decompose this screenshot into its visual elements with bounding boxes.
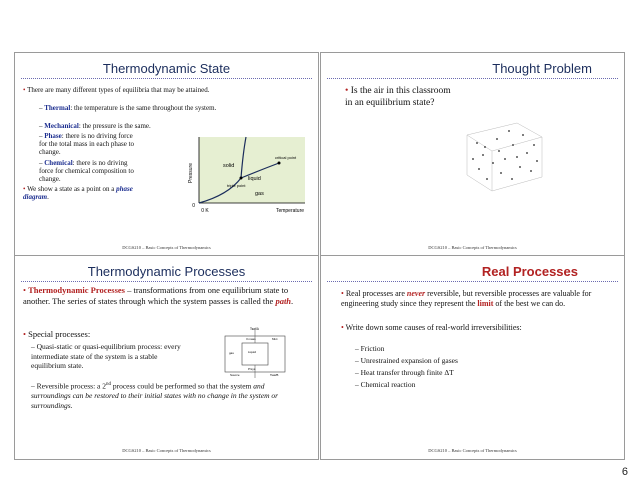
critical-point-marker	[278, 162, 281, 165]
list-item-friction: – Friction	[355, 344, 385, 353]
x-axis-label: Temperature	[275, 208, 305, 214]
slide-title: Real Processes	[481, 264, 578, 279]
origin-y-label: 0	[192, 203, 195, 209]
label-tsat-a: Tsat/A	[250, 327, 259, 331]
title-divider	[327, 78, 618, 79]
list-item-expansion: – Unrestrained expansion of gases	[355, 356, 458, 365]
solid-region-label: solid	[223, 163, 235, 169]
bullet-phase-diagram: • We show a state as a point on a phase diagram.	[23, 185, 133, 202]
slide-footer: DCGS210 – Basic Concepts of Thermodynamics	[122, 245, 211, 250]
bullet-text: • There are many different types of equilibria that may be attained.	[23, 86, 210, 94]
label-source: Source	[230, 373, 240, 377]
air-molecules	[472, 130, 538, 180]
list-item-chemical-reaction: – Chemical reaction	[355, 380, 416, 389]
label-liquid: Liquid	[248, 350, 257, 354]
label-tsat-b: Tsat/B	[270, 373, 279, 377]
liquid-region-label: liquid	[248, 176, 261, 182]
slide-title: Thermodynamic Processes	[87, 264, 246, 279]
sub-bullet-mechanical: – Mechanical: the pressure is the same.	[39, 122, 151, 130]
box-sides	[467, 135, 542, 191]
phase-diagram	[183, 133, 313, 215]
origin-x-label: 0 K	[201, 208, 209, 214]
slide-thermodynamic-processes	[14, 255, 319, 460]
box-top	[467, 123, 542, 151]
list-item-heat-transfer: – Heat transfer through finite ΔT	[355, 368, 454, 377]
slide-thought-problem	[320, 52, 625, 257]
gas-region-label: gas	[255, 191, 264, 197]
label-gas: gas	[229, 351, 234, 355]
slide-title: Thought Problem	[492, 61, 592, 76]
slide-real-processes	[320, 255, 625, 460]
label-mass: II mass	[246, 337, 256, 341]
air-molecules-box-illustration	[457, 115, 547, 197]
diagram-background	[199, 137, 305, 203]
slide-footer: DCGS210 – Basic Concepts of Thermodynamics	[428, 448, 517, 453]
slide-footer: DCGS210 – Basic Concepts of Thermodynamics	[428, 245, 517, 250]
sub-bullet-quasi-static: – Quasi-static or quasi-equilibrium process: every intermediate state of the system is a stable equilibrium state.	[31, 342, 181, 370]
critical-point-label: critical point	[275, 155, 297, 160]
slide-thermodynamic-state	[14, 52, 319, 257]
triple-point-marker	[240, 177, 243, 180]
bullet-real-processes: • Real processes are never reversible, but reversible processes are valuable for engineering study since they represent the limit of the best we can do.	[341, 289, 592, 308]
process-schematic	[210, 326, 300, 382]
triple-point-label: triple point	[227, 183, 246, 188]
title-divider	[21, 281, 312, 282]
sub-bullet-thermal: – Thermal: the temperature is the same throughout the system.	[39, 104, 217, 112]
sub-bullet-chemical: – Chemical: there is no driving force for chemical composition to change.	[39, 159, 134, 184]
title-divider	[21, 78, 312, 79]
bullet-processes: • Thermodynamic Processes – transformations from one equilibrium state to another. The series of states through which the system passes is called the path.	[23, 285, 294, 306]
label-mixt: Mixt	[272, 337, 278, 341]
title-divider	[327, 281, 618, 282]
slide-footer: DCGS210 – Basic Concepts of Thermodynamics	[122, 448, 211, 453]
page-number: 6	[621, 466, 628, 478]
y-axis-label: Pressure	[188, 162, 194, 184]
label-psys: P/sys	[248, 367, 256, 371]
sub-bullet-phase: – Phase: there is no driving force for the total mass in each phase to change.	[39, 132, 135, 157]
bullet-irreversibilities: • Write down some causes of real-world irreversibilities:	[341, 323, 522, 332]
bullet-text: • Is the air in this classroom in an equilibrium state?	[345, 86, 451, 108]
bullet-special-processes: • Special processes:	[23, 329, 91, 339]
slide-title: Thermodynamic State	[102, 61, 231, 76]
inner-system	[242, 343, 268, 365]
sub-bullet-reversible: – Reversible process: a 2nd process could be performed so that the system and surroundings can be restored to their initial states with no change in the system or surroundings.	[31, 381, 279, 410]
